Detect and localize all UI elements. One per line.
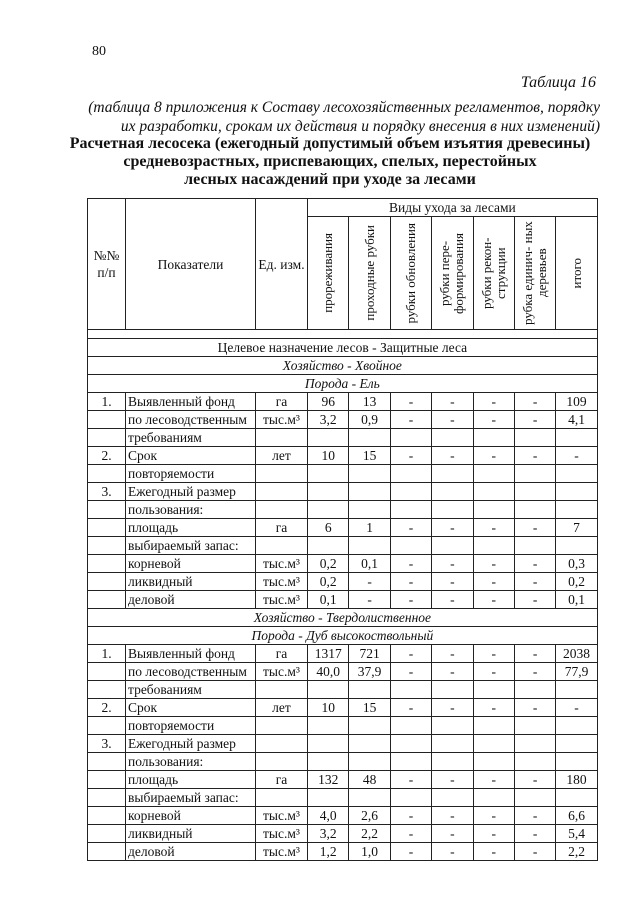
cell-passage-cutting: - [349,573,390,591]
row-unit: тыс.м³ [256,663,308,681]
row-indicator: ликвидный [126,573,256,591]
header-unit: Ед. изм. [256,199,308,330]
cell-thinning [308,501,349,519]
row-unit: лет [256,699,308,717]
cell-single-tree-cutting [514,429,555,447]
cell-thinning [308,429,349,447]
cell-single-tree-cutting [514,465,555,483]
cell-reforming-cutting: - [432,663,473,681]
cell-thinning: 132 [308,771,349,789]
row-unit [256,735,308,753]
row-number [88,429,126,447]
cell-passage-cutting: 15 [349,447,390,465]
cell-reforming-cutting [432,537,473,555]
header-col-renewal-cutting: рубки обновления [390,217,431,330]
row-indicator: площадь [126,771,256,789]
cell-renewal-cutting: - [390,645,431,663]
row-number [88,843,126,861]
cell-total: 0,2 [556,573,597,591]
cell-renewal-cutting: - [390,555,431,573]
page-number: 80 [92,44,106,59]
cell-thinning [308,717,349,735]
cell-renewal-cutting: - [390,807,431,825]
header-col-single-tree-cutting: рубка единич- ных деревьев [514,217,555,330]
cell-reconstruction-cutting [473,753,514,771]
row-indicator: требованиям [126,681,256,699]
row-indicator: корневой [126,555,256,573]
row-unit [256,717,308,735]
cell-total: 0,1 [556,591,597,609]
header-indicators: Показатели [126,199,256,330]
cell-total: 6,6 [556,807,597,825]
cell-renewal-cutting: - [390,393,431,411]
header-col-reforming-cutting: рубки пере- формирования [432,217,473,330]
cell-total [556,717,597,735]
table-row [88,825,598,843]
cell-reconstruction-cutting: - [473,519,514,537]
row-number [88,537,126,555]
row-indicator: Срок [126,699,256,717]
cell-reforming-cutting: - [432,825,473,843]
table-title [60,135,600,189]
cell-reforming-cutting: - [432,393,473,411]
farm-title: Хозяйство - Хвойное [88,357,598,375]
row-indicator: повторяемости [126,717,256,735]
row-unit: тыс.м³ [256,555,308,573]
cell-passage-cutting: - [349,591,390,609]
row-number: 1. [88,645,126,663]
row-unit: га [256,771,308,789]
row-indicator: Срок [126,447,256,465]
cell-reconstruction-cutting [473,681,514,699]
header-num: №№ п/п [88,199,126,330]
row-number [88,681,126,699]
cell-renewal-cutting: - [390,843,431,861]
cell-thinning [308,483,349,501]
cell-total: 2038 [556,645,597,663]
table-row [88,789,598,807]
row-unit: тыс.м³ [256,411,308,429]
cell-renewal-cutting [390,753,431,771]
header-col-total: итого [556,217,597,330]
cell-reconstruction-cutting [473,789,514,807]
cell-thinning: 40,0 [308,663,349,681]
cell-thinning [308,789,349,807]
cell-passage-cutting: 2,2 [349,825,390,843]
cell-passage-cutting: 0,1 [349,555,390,573]
row-unit [256,681,308,699]
cell-reconstruction-cutting: - [473,645,514,663]
cell-reforming-cutting: - [432,771,473,789]
table-row [88,735,598,753]
row-number [88,501,126,519]
farm-row [88,357,598,375]
cell-total: 4,1 [556,411,597,429]
cell-reconstruction-cutting [473,429,514,447]
cell-reconstruction-cutting: - [473,411,514,429]
table-row [88,807,598,825]
row-unit: тыс.м³ [256,843,308,861]
cell-renewal-cutting [390,465,431,483]
cell-single-tree-cutting: - [514,771,555,789]
table-row [88,537,598,555]
row-indicator: площадь [126,519,256,537]
cell-single-tree-cutting [514,753,555,771]
table-row [88,753,598,771]
cell-passage-cutting [349,735,390,753]
cell-reforming-cutting [432,501,473,519]
cell-single-tree-cutting: - [514,393,555,411]
cell-reconstruction-cutting [473,465,514,483]
row-number [88,465,126,483]
cell-single-tree-cutting [514,735,555,753]
cell-total [556,681,597,699]
cell-total: 180 [556,771,597,789]
cell-reforming-cutting: - [432,573,473,591]
cell-total: 5,4 [556,825,597,843]
cell-total [556,501,597,519]
cell-reconstruction-cutting: - [473,447,514,465]
cell-thinning: 0,1 [308,591,349,609]
cell-single-tree-cutting: - [514,663,555,681]
row-indicator: Ежегодный размер [126,483,256,501]
row-unit: тыс.м³ [256,807,308,825]
subtitle-line: их разработки, срокам их действия и порядку внесения в них изменений) [120,118,600,135]
table-row [88,681,598,699]
header-col-thinning: прореживания [308,217,349,330]
cell-reconstruction-cutting: - [473,771,514,789]
row-indicator: Выявленный фонд [126,393,256,411]
row-unit: га [256,645,308,663]
row-unit: тыс.м³ [256,573,308,591]
table-row [88,483,598,501]
cell-single-tree-cutting: - [514,645,555,663]
cell-passage-cutting [349,483,390,501]
cell-single-tree-cutting: - [514,411,555,429]
cell-reforming-cutting [432,483,473,501]
breed-title: Порода - Ель [88,375,598,393]
cell-renewal-cutting [390,501,431,519]
row-number [88,753,126,771]
cell-reforming-cutting: - [432,519,473,537]
cell-passage-cutting [349,789,390,807]
title-line: лесных насаждений при уходе за лесами [184,171,476,188]
row-unit: тыс.м³ [256,591,308,609]
table-row [88,429,598,447]
table-row [88,501,598,519]
row-number [88,663,126,681]
cell-total: 109 [556,393,597,411]
cell-single-tree-cutting: - [514,843,555,861]
cell-total [556,789,597,807]
cell-single-tree-cutting: - [514,825,555,843]
table-row [88,555,598,573]
breed-title: Порода - Дуб высокоствольный [88,627,598,645]
row-indicator: Выявленный фонд [126,645,256,663]
row-number: 2. [88,699,126,717]
cell-single-tree-cutting: - [514,807,555,825]
forest-cutting-table [87,198,598,861]
section-title: Целевое назначение лесов - Защитные леса [88,339,598,357]
row-unit [256,789,308,807]
row-number [88,807,126,825]
cell-total: - [556,699,597,717]
cell-renewal-cutting: - [390,591,431,609]
cell-renewal-cutting [390,537,431,555]
cell-passage-cutting [349,429,390,447]
breed-row [88,627,598,645]
cell-reforming-cutting [432,753,473,771]
row-number: 3. [88,483,126,501]
row-unit: га [256,519,308,537]
table-row [88,465,598,483]
cell-reforming-cutting: - [432,843,473,861]
spacer-row [88,330,598,339]
cell-reconstruction-cutting [473,483,514,501]
cell-renewal-cutting: - [390,519,431,537]
row-unit: га [256,393,308,411]
cell-renewal-cutting [390,483,431,501]
table-row [88,591,598,609]
cell-reconstruction-cutting: - [473,825,514,843]
cell-thinning: 3,2 [308,411,349,429]
cell-reforming-cutting [432,465,473,483]
table-label: Таблица 16 [520,74,596,91]
cell-total: 2,2 [556,843,597,861]
cell-reforming-cutting: - [432,555,473,573]
row-indicator: повторяемости [126,465,256,483]
cell-renewal-cutting: - [390,825,431,843]
cell-passage-cutting: 2,6 [349,807,390,825]
title-line: Расчетная лесосека (ежегодный допустимый объем изъятия древесины) [69,135,591,152]
row-indicator: по лесоводственным [126,663,256,681]
row-indicator: ликвидный [126,825,256,843]
cell-thinning: 10 [308,447,349,465]
cell-single-tree-cutting [514,537,555,555]
table-row [88,519,598,537]
farm-row [88,609,598,627]
row-indicator: по лесоводственным [126,411,256,429]
breed-row [88,375,598,393]
cell-total [556,429,597,447]
cell-passage-cutting: 13 [349,393,390,411]
cell-reforming-cutting: - [432,591,473,609]
cell-thinning [308,753,349,771]
cell-total [556,753,597,771]
cell-single-tree-cutting: - [514,447,555,465]
cell-thinning [308,537,349,555]
row-indicator: выбираемый запас: [126,789,256,807]
row-indicator: пользования: [126,753,256,771]
row-indicator: требованиям [126,429,256,447]
cell-renewal-cutting: - [390,663,431,681]
cell-reforming-cutting: - [432,699,473,717]
cell-reforming-cutting: - [432,807,473,825]
cell-passage-cutting: 48 [349,771,390,789]
cell-total [556,735,597,753]
cell-passage-cutting: 15 [349,699,390,717]
row-number [88,555,126,573]
cell-reforming-cutting [432,429,473,447]
cell-renewal-cutting: - [390,771,431,789]
cell-thinning: 96 [308,393,349,411]
cell-single-tree-cutting: - [514,573,555,591]
cell-reconstruction-cutting: - [473,555,514,573]
cell-passage-cutting: 0,9 [349,411,390,429]
cell-passage-cutting: 1 [349,519,390,537]
cell-reforming-cutting [432,717,473,735]
cell-reforming-cutting: - [432,645,473,663]
row-unit [256,501,308,519]
cell-renewal-cutting [390,789,431,807]
cell-renewal-cutting: - [390,699,431,717]
row-number [88,411,126,429]
cell-reconstruction-cutting [473,735,514,753]
cell-thinning: 1,2 [308,843,349,861]
row-number: 2. [88,447,126,465]
row-unit: тыс.м³ [256,825,308,843]
row-number [88,573,126,591]
cell-passage-cutting [349,717,390,735]
cell-reconstruction-cutting: - [473,843,514,861]
cell-passage-cutting [349,753,390,771]
cell-single-tree-cutting [514,789,555,807]
cell-thinning: 10 [308,699,349,717]
table-row [88,447,598,465]
row-unit [256,429,308,447]
row-unit [256,753,308,771]
cell-passage-cutting [349,465,390,483]
cell-reconstruction-cutting: - [473,699,514,717]
row-number [88,825,126,843]
header-care-types: Виды ухода за лесами [308,199,598,217]
cell-reconstruction-cutting: - [473,393,514,411]
cell-total: 7 [556,519,597,537]
table-row [88,771,598,789]
title-line: средневозрастных, приспевающих, спелых, перестойных [123,153,537,170]
cell-reforming-cutting [432,789,473,807]
cell-thinning: 1317 [308,645,349,663]
table-row [88,573,598,591]
table-row [88,663,598,681]
row-indicator: корневой [126,807,256,825]
cell-total: 0,3 [556,555,597,573]
cell-single-tree-cutting [514,483,555,501]
cell-reconstruction-cutting [473,501,514,519]
cell-single-tree-cutting [514,501,555,519]
cell-total [556,537,597,555]
row-number [88,519,126,537]
cell-passage-cutting: 721 [349,645,390,663]
header-col-reconstruction-cutting: рубки рекон- струкции [473,217,514,330]
row-indicator: деловой [126,843,256,861]
cell-renewal-cutting: - [390,573,431,591]
cell-thinning: 6 [308,519,349,537]
cell-total: - [556,447,597,465]
cell-passage-cutting: 37,9 [349,663,390,681]
cell-passage-cutting: 1,0 [349,843,390,861]
cell-single-tree-cutting [514,717,555,735]
cell-renewal-cutting [390,429,431,447]
row-number: 3. [88,735,126,753]
cell-passage-cutting [349,537,390,555]
row-indicator: пользования: [126,501,256,519]
cell-thinning: 3,2 [308,825,349,843]
cell-single-tree-cutting: - [514,555,555,573]
cell-reforming-cutting: - [432,447,473,465]
cell-renewal-cutting [390,717,431,735]
row-number [88,789,126,807]
cell-thinning [308,465,349,483]
row-unit [256,465,308,483]
cell-reconstruction-cutting [473,537,514,555]
cell-reconstruction-cutting [473,717,514,735]
table-row [88,843,598,861]
cell-single-tree-cutting [514,681,555,699]
table-row [88,645,598,663]
table-row [88,699,598,717]
cell-thinning: 0,2 [308,573,349,591]
cell-renewal-cutting: - [390,411,431,429]
cell-single-tree-cutting: - [514,591,555,609]
cell-reconstruction-cutting: - [473,573,514,591]
header-row [88,199,598,217]
row-indicator: Ежегодный размер [126,735,256,753]
row-unit [256,537,308,555]
cell-total: 77,9 [556,663,597,681]
cell-single-tree-cutting: - [514,519,555,537]
cell-thinning [308,735,349,753]
cell-reconstruction-cutting: - [473,807,514,825]
subtitle-line: (таблица 8 приложения к Составу лесохозяйственных регламентов, порядку [88,99,600,116]
row-unit: лет [256,447,308,465]
cell-reconstruction-cutting: - [473,591,514,609]
cell-single-tree-cutting: - [514,699,555,717]
farm-title: Хозяйство - Твердолиственное [88,609,598,627]
row-indicator: деловой [126,591,256,609]
table-row [88,411,598,429]
cell-renewal-cutting: - [390,447,431,465]
row-number [88,717,126,735]
cell-thinning: 0,2 [308,555,349,573]
table-subtitle [60,98,600,136]
cell-renewal-cutting [390,735,431,753]
cell-reconstruction-cutting: - [473,663,514,681]
cell-renewal-cutting [390,681,431,699]
cell-passage-cutting [349,681,390,699]
cell-total [556,465,597,483]
table-row [88,393,598,411]
table-row [88,717,598,735]
row-number [88,591,126,609]
cell-passage-cutting [349,501,390,519]
cell-reforming-cutting: - [432,411,473,429]
cell-total [556,483,597,501]
row-unit [256,483,308,501]
cell-thinning [308,681,349,699]
row-number [88,771,126,789]
header-col-passage-cutting: проходные рубки [349,217,390,330]
cell-thinning: 4,0 [308,807,349,825]
row-indicator: выбираемый запас: [126,537,256,555]
section-row [88,339,598,357]
cell-reforming-cutting [432,735,473,753]
cell-reforming-cutting [432,681,473,699]
row-number: 1. [88,393,126,411]
